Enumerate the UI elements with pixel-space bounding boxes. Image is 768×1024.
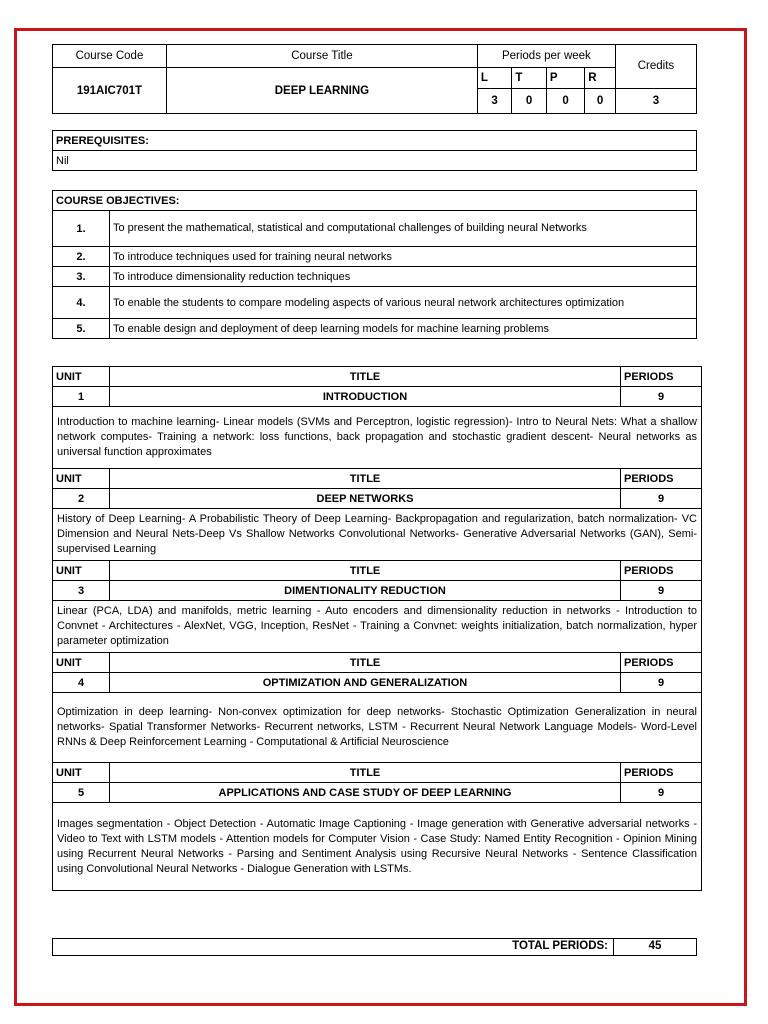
unit-number: 3: [53, 581, 110, 601]
unit-column-header: UNIT: [53, 367, 110, 387]
unit-title: DEEP NETWORKS: [110, 489, 621, 509]
unit-periods: 9: [621, 489, 702, 509]
unit-content: Images segmentation - Object Detection - Automatic Image Captioning - Image generation with Generative adversarial networks - Video to Text with LSTM models - Attention models for Computer Vision - Case Study: Named Entity Recognition - Opinion Mining using Recurrent Neural Networks - Parsing and Sentiment Analysis using Recursive Neural Networks - Sentence Classification using Convolutional Neural Networks - Dialogue Generation with LSTMs.: [53, 803, 702, 891]
unit-title: DIMENTIONALITY REDUCTION: [110, 581, 621, 601]
r-value: 0: [585, 88, 616, 113]
objective-number: 2.: [53, 247, 110, 267]
title-column-header: TITLE: [110, 763, 621, 783]
prerequisites-heading: PREREQUISITES:: [53, 131, 697, 151]
credits-value: 3: [615, 88, 696, 113]
p-header: P: [546, 68, 584, 89]
objective-text: To introduce techniques used for training neural networks: [110, 247, 697, 267]
periods-column-header: PERIODS: [621, 561, 702, 581]
periods-column-header: PERIODS: [621, 763, 702, 783]
unit-number: 2: [53, 489, 110, 509]
objectives-heading: COURSE OBJECTIVES:: [53, 191, 697, 211]
unit-content: Linear (PCA, LDA) and manifolds, metric learning - Auto encoders and dimensionality reduction in networks - Introduction to Convnet - Architectures - AlexNet, VGG, Inception, ResNet - Training a Convnet: weights initialization, batch normalization, hyper parameter optimization: [53, 601, 702, 653]
prerequisites-value: Nil: [53, 151, 697, 171]
prerequisites-table: [52, 130, 697, 171]
unit-periods: 9: [621, 581, 702, 601]
unit-periods: 9: [621, 783, 702, 803]
objective-number: 5.: [53, 319, 110, 339]
objective-text: To present the mathematical, statistical and computational challenges of building neural Networks: [110, 211, 697, 247]
unit-number: 1: [53, 387, 110, 407]
periods-column-header: PERIODS: [621, 653, 702, 673]
course-code-value: 191AIC701T: [53, 68, 167, 114]
objective-text: To enable design and deployment of deep learning models for machine learning problems: [110, 319, 697, 339]
unit-title: INTRODUCTION: [110, 387, 621, 407]
unit-title: APPLICATIONS AND CASE STUDY OF DEEP LEARNING: [110, 783, 621, 803]
course-title-value: DEEP LEARNING: [166, 68, 477, 114]
unit-column-header: UNIT: [53, 469, 110, 489]
unit-number: 4: [53, 673, 110, 693]
unit-periods: 9: [621, 673, 702, 693]
periods-column-header: PERIODS: [621, 469, 702, 489]
t-value: 0: [512, 88, 546, 113]
r-header: R: [585, 68, 616, 89]
total-periods-row: [52, 938, 697, 956]
objective-text: To enable the students to compare modeling aspects of various neural network architectures optimization: [110, 287, 697, 319]
total-periods-value: 45: [648, 940, 662, 952]
title-column-header: TITLE: [110, 561, 621, 581]
objective-number: 3.: [53, 267, 110, 287]
course-title-header: Course Title: [166, 45, 477, 68]
unit-content: Introduction to machine learning- Linear models (SVMs and Perceptron, logistic regression)- Intro to Neural Nets: What a shallow network computes- Training a network: loss functions, back propagation and stochastic gradient descent- Neural networks as universal function approximates: [53, 407, 702, 469]
title-column-header: TITLE: [110, 653, 621, 673]
unit-title: OPTIMIZATION AND GENERALIZATION: [110, 673, 621, 693]
unit-column-header: UNIT: [53, 763, 110, 783]
course-objectives-table: [52, 190, 697, 339]
course-header-table: [52, 44, 697, 114]
unit-number: 5: [53, 783, 110, 803]
objective-number: 4.: [53, 287, 110, 319]
unit-content: History of Deep Learning- A Probabilistic Theory of Deep Learning- Backpropagation and regularization, batch normalization- VC Dimension and Neural Nets-Deep Vs Shallow Networks Convolutional Networks- Generative Adversarial Networks (GAN), Semi-supervised Learning: [53, 509, 702, 561]
l-value: 3: [477, 88, 511, 113]
periods-per-week-header: Periods per week: [477, 45, 615, 68]
t-header: T: [512, 68, 546, 89]
unit-content: Optimization in deep learning- Non-convex optimization for deep networks- Stochastic Optimization Generalization in neural networks- Spatial Transformer Networks- Recurrent networks, LSTM - Recurrent Neural Network Language Models- Word-Level RNNs & Deep Reinforcement Learning - Computational & Artificial Neuroscience: [53, 693, 702, 763]
title-column-header: TITLE: [110, 469, 621, 489]
l-header: L: [477, 68, 511, 89]
title-column-header: TITLE: [110, 367, 621, 387]
course-code-header: Course Code: [53, 45, 167, 68]
total-periods-label: TOTAL PERIODS:: [512, 940, 608, 952]
periods-column-header: PERIODS: [621, 367, 702, 387]
p-value: 0: [546, 88, 584, 113]
credits-header: Credits: [615, 45, 696, 89]
unit-periods: 9: [621, 387, 702, 407]
unit-column-header: UNIT: [53, 561, 110, 581]
objective-text: To introduce dimensionality reduction techniques: [110, 267, 697, 287]
unit-column-header: UNIT: [53, 653, 110, 673]
units-table: [52, 366, 702, 891]
objective-number: 1.: [53, 211, 110, 247]
